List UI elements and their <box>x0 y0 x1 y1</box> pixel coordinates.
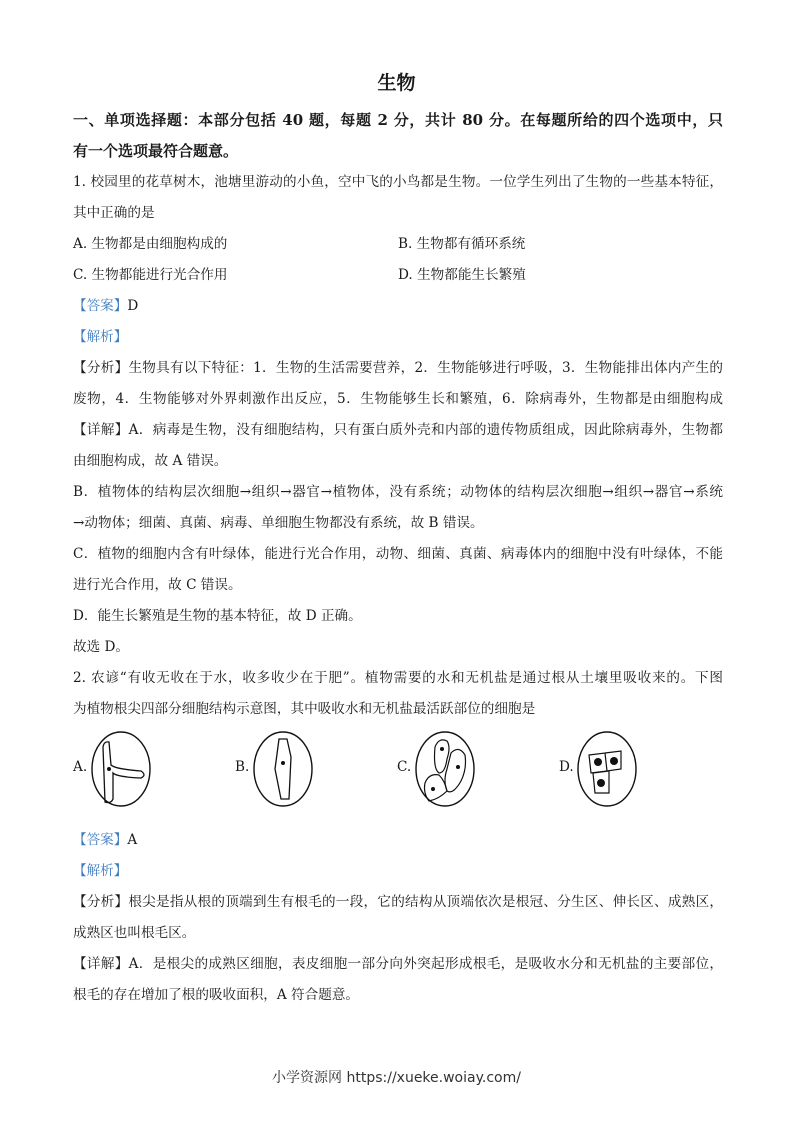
q1-option-c: C. 生物都能进行光合作用 <box>73 267 228 283</box>
q1-stem: 1. 校园里的花草树木，池塘里游动的小鱼，空中飞的小鸟都是生物。一位学生列出了生物的一些基本特征， <box>73 174 723 190</box>
q1-xiangjie: A．病毒是生物，没有细胞结构，只有蛋白质外壳和内部的遗传物质组成，因此除病毒外，生物都 <box>128 422 723 438</box>
page-title: 生物 <box>377 72 416 94</box>
meristem-cell-image <box>413 729 477 809</box>
q2-answer: A <box>127 832 138 848</box>
fenxi-label: 【分析】 <box>73 360 129 376</box>
root-cap-cell-image <box>575 729 639 809</box>
xiangjie-label: 【详解】 <box>73 956 129 972</box>
q1-xiangjie: 由细胞构成，故 A 错误。 <box>73 453 228 469</box>
q1-answer: D <box>127 298 139 314</box>
q2-xiangjie: A．是根尖的成熟区细胞，表皮细胞一部分向外突起形成根毛，是吸收水分和无机盐的主要部位， <box>128 956 723 972</box>
q2-figures <box>73 725 723 825</box>
figure-c-label: C. <box>397 759 412 775</box>
q1-option-a: A. 生物都是由细胞构成的 <box>73 236 228 252</box>
q2-fenxi: 根尖是指从根的顶端到生有根毛的一段，它的结构从顶端依次是根冠、分生区、伸长区、成熟区， <box>128 894 723 910</box>
q1-c: 进行光合作用，故 C 错误。 <box>73 577 242 593</box>
q2-stem: 2. 农谚“有收无收在于水，收多收少在于肥”。植物需要的水和无机盐是通过根从土壤里吸收来的。下图 <box>73 670 723 686</box>
q1-stem: 其中正确的是 <box>73 205 155 221</box>
section-heading-line: 一、单项选择题：本部分包括 40 题，每题 2 分，共计 80 分。在每题所给的四个选项中，只 <box>73 111 723 129</box>
q1-b: →动物体；细菌、真菌、病毒、单细胞生物都没有系统，故 B 错误。 <box>73 515 484 531</box>
q1-b: B．植物体的结构层次细胞→组织→器官→植物体，没有系统；动物体的结构层次细胞→组织→器官→系统 <box>73 484 723 500</box>
q1-conclusion: 故选 D。 <box>73 639 130 655</box>
q1-option-d: D. 生物都能生长繁殖 <box>398 267 526 283</box>
q1-option-b: B. 生物都有循环系统 <box>398 236 526 252</box>
figure-d-label: D. <box>559 759 574 775</box>
xiangjie-label: 【详解】 <box>73 422 129 438</box>
root-hair-cell-image <box>89 729 153 809</box>
fenxi-label: 【分析】 <box>73 894 129 910</box>
q1-fenxi: 废物，4．生物能够对外界刺激作出反应，5．生物能够生长和繁殖，6．除病毒外，生物都是由细胞构成 <box>73 391 723 407</box>
q2-xiangjie: 根毛的存在增加了根的吸收面积，A 符合题意。 <box>73 987 360 1003</box>
q2-fenxi: 成熟区也叫根毛区。 <box>73 925 196 941</box>
section-heading-line: 有一个选项最符合题意。 <box>73 142 239 160</box>
analysis-label: 【解析】 <box>73 329 128 345</box>
content <box>73 105 723 1011</box>
elongation-cell-image <box>251 729 315 809</box>
q1-c: C．植物的细胞内含有叶绿体，能进行光合作用，动物、细菌、真菌、病毒体内的细胞中没有叶绿体，不能 <box>73 546 723 562</box>
q1-d: D．能生长繁殖是生物的基本特征，故 D 正确。 <box>73 608 362 624</box>
figure-a-label: A. <box>73 759 88 775</box>
footer-watermark: 小学资源网 https://xueke.woiay.com/ <box>272 1070 521 1086</box>
analysis-label: 【解析】 <box>73 863 128 879</box>
q1-fenxi: 生物具有以下特征：1．生物的生活需要营养，2．生物能够进行呼吸，3．生物能排出体内产生的 <box>128 360 723 376</box>
answer-label: 【答案】 <box>73 298 128 314</box>
answer-label: 【答案】 <box>73 832 128 848</box>
figure-b-label: B. <box>235 759 250 775</box>
q2-stem: 为植物根尖四部分细胞结构示意图，其中吸收水和无机盐最活跃部位的细胞是 <box>73 701 536 717</box>
